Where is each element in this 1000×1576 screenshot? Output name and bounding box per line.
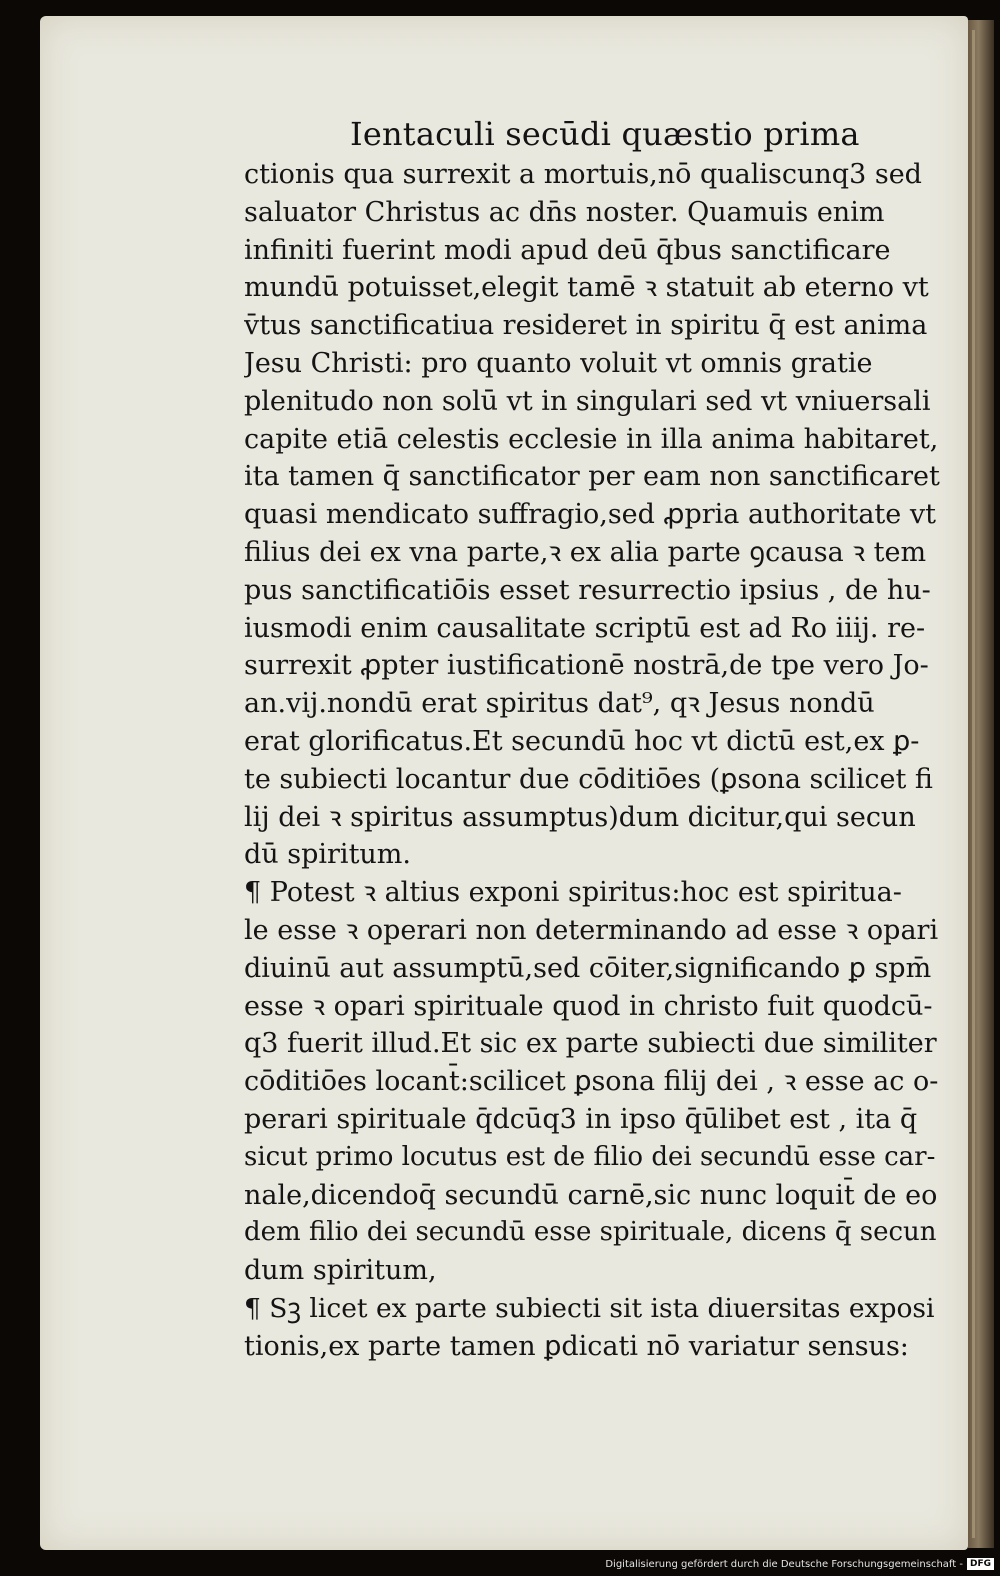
text-line: lij dei ꝛ spiritus assumptus)dum dicitur,qui secun <box>244 801 916 833</box>
text-line: an.vij.nondū erat spiritus dat⁹, qꝛ Jesus nondū <box>244 688 875 720</box>
text-line: nale,dicendoq̄ secundū carnē,sic nunc loquit̄ de eo <box>244 1179 938 1211</box>
text-line: dum spiritum, <box>244 1255 437 1287</box>
text-line: ¶ Sꝫ licet ex parte subiecti sit ista diuersitas exposi <box>244 1292 935 1324</box>
running-header: Ientaculi secūdi quæstio prima <box>350 115 860 153</box>
text-block <box>244 156 944 1362</box>
text-line: plenitudo non solū vt in singulari sed vt vniuersali <box>244 385 931 417</box>
text-line: ctionis qua surrexit a mortuis,nō qualiscunq3 sed <box>244 159 922 190</box>
text-line: perari spirituale q̄dcūq3 in ipso q̄ūlibet est , ita q̄ <box>244 1103 918 1135</box>
text-line: sicut primo locutus est de filio dei secundū esse car- <box>244 1141 936 1172</box>
text-line: quasi mendicato suffragio,sed ꝓpria authoritate vt <box>244 499 936 531</box>
text-line: iusmodi enim causalitate scriptū est ad Ro iiij. re- <box>244 612 926 644</box>
text-line: erat glorificatus.Et secundū hoc vt dictū est,ex ꝑ- <box>244 725 920 757</box>
text-line: esse ꝛ opari spirituale quod in christo fuit quodcū- <box>244 990 933 1022</box>
page-edge-highlight <box>972 30 975 1538</box>
text-line: dem filio dei secundū esse spirituale, dicens q̄ secun <box>244 1217 937 1248</box>
text-line: infiniti fuerint modi apud deū q̄bus sanctificare <box>244 234 891 266</box>
text-line: cōditiōes locant̄:scilicet ꝑsona filij dei , ꝛ esse ac o- <box>244 1066 939 1098</box>
text-line: le esse ꝛ operari non determinando ad esse ꝛ opari <box>244 914 939 946</box>
dfg-logo: DFG <box>967 1558 994 1570</box>
text-line: mundū potuisset,elegit tamē ꝛ statuit ab eterno vt <box>244 272 929 304</box>
digitization-credit-bar <box>604 1556 994 1572</box>
text-line: dū spiritum. <box>244 839 411 871</box>
text-line: v̄tus sanctificatiua resideret in spiritu q̄ est anima <box>244 310 928 342</box>
text-line: saluator Christus ac dn̄s noster. Quamuis enim <box>244 196 885 228</box>
text-line: capite etiā celestis ecclesie in illa anima habitaret, <box>244 423 939 455</box>
text-line: pus sanctificatiōis esset resurrectio ipsius , de hu- <box>244 574 931 606</box>
text-line: surrexit ꝓpter iustificationē nostrā,de tpe vero Jo- <box>244 650 929 682</box>
funding-credit: Digitalisierung gefördert durch die Deutsche Forschungsgemeinschaft - <box>605 1558 963 1570</box>
text-line: q3 fuerit illud.Et sic ex parte subiecti due similiter <box>244 1028 937 1060</box>
text-line: tionis,ex parte tamen ꝑdicati nō variatur sensus: <box>244 1330 909 1362</box>
text-line: filius dei ex vna parte,ꝛ ex alia parte ꝯcausa ꝛ tem <box>244 536 927 568</box>
text-line: te subiecti locantur due cōditiōes (ꝑsona scilicet fi <box>244 763 933 795</box>
text-line: diuinū aut assumptū,sed cōiter,significando ꝑ spm̄ <box>244 952 932 984</box>
text-line: ita tamen q̄ sanctificator per eam non sanctificaret <box>244 461 940 493</box>
text-line: ¶ Potest ꝛ altius exponi spiritus:hoc est spiritua- <box>244 877 902 909</box>
text-line: Jesu Christi: pro quanto voluit vt omnis gratie <box>244 347 873 379</box>
